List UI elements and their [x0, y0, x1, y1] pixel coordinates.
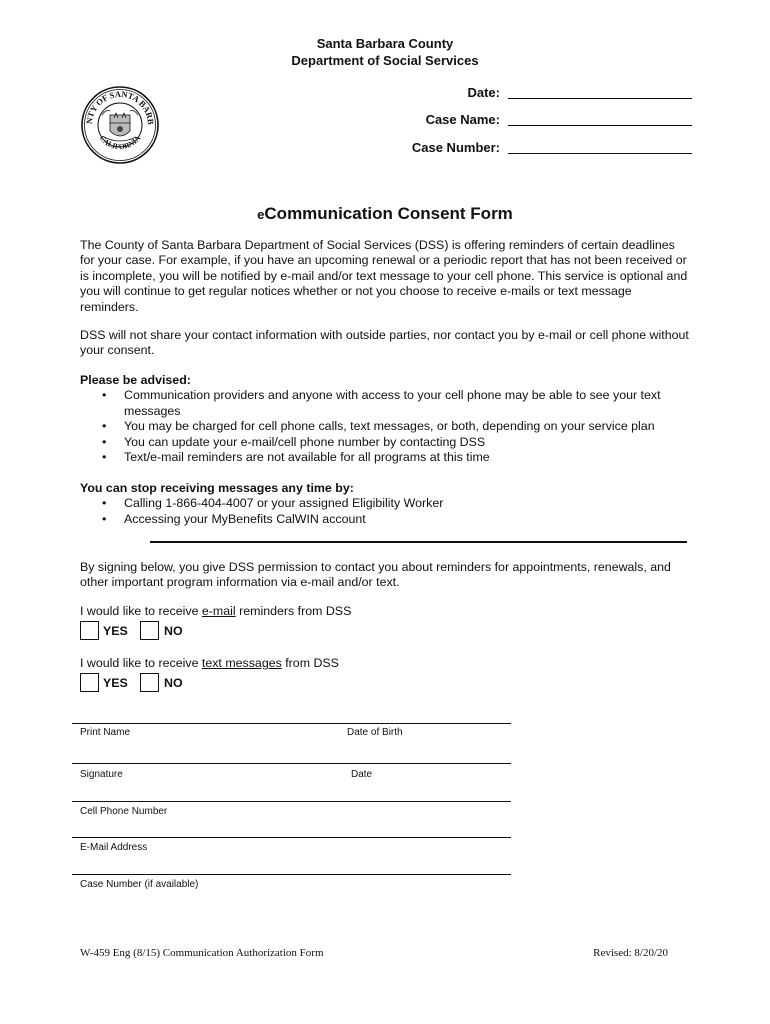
email-question-suffix: reminders from DSS	[235, 604, 352, 618]
list-item: • Text/e-mail reminders are not available for all programs at this time	[80, 450, 692, 465]
intro-paragraph: The County of Santa Barbara Department of Social Services (DSS) is offering reminders of certain deadlines for your case. For example, if you have an upcoming renewal or a periodic report that has not been received or is incomplete, you will be notified by e-mail and/or text message to your cell phone. This service is optional and you will continue to get regular notices whether or not you choose to receive e-mails or text message reminders.	[80, 238, 688, 314]
email-question-emphasis: e-mail	[201, 604, 236, 618]
print-name-line[interactable]	[72, 723, 511, 724]
text-no-checkbox[interactable]	[140, 673, 159, 692]
section-divider	[150, 541, 687, 543]
email-no-checkbox[interactable]	[140, 621, 159, 640]
email-question-prefix: I would like to receive	[80, 604, 202, 618]
stop-list	[80, 496, 692, 527]
svg-text:COUNTY OF SANTA BARBARA: NTY OF SANTA BARB	[83, 88, 157, 126]
advised-section	[80, 373, 692, 465]
email-no-label: NO	[164, 624, 183, 638]
case-number-available-label: Case Number (if available)	[80, 879, 199, 890]
case-name-label: Case Name:	[425, 112, 500, 127]
case-name-field[interactable]	[508, 125, 692, 126]
date-of-birth-label: Date of Birth	[347, 727, 403, 738]
text-no-label: NO	[164, 676, 183, 690]
date-field[interactable]	[508, 98, 692, 99]
advised-heading: Please be advised:	[80, 373, 191, 387]
date-label-signature: Date	[351, 769, 373, 780]
case-number-line[interactable]	[72, 874, 511, 875]
case-number-label: Case Number:	[411, 140, 500, 155]
text-question-prefix: I would like to receive	[80, 656, 202, 670]
text-yes-checkbox[interactable]	[80, 673, 99, 692]
consent-paragraph: By signing below, you give DSS permission to contact you about reminders for appointments, renewals, and other important program information via e-mail and/or text.	[80, 560, 671, 590]
cell-phone-label: Cell Phone Number	[80, 806, 168, 817]
text-question-emphasis: text messages	[201, 656, 282, 670]
list-item: • You can update your e-mail/cell phone number by contacting DSS	[80, 435, 692, 450]
list-item: • Accessing your MyBenefits CalWIN account	[80, 512, 692, 527]
text-yes-label: YES	[103, 676, 128, 690]
signature-line[interactable]	[72, 763, 511, 764]
form-id: W-459 Eng (8/15) Communication Authorization Form	[80, 947, 324, 959]
county-name: Santa Barbara County	[316, 36, 454, 51]
stop-section	[80, 481, 692, 527]
email-yes-label: YES	[103, 624, 128, 638]
revised-date: Revised: 8/20/20	[593, 947, 668, 959]
department-name: Department of Social Services	[291, 53, 479, 68]
email-yes-checkbox[interactable]	[80, 621, 99, 640]
form-title-prefix: e	[257, 207, 265, 222]
privacy-paragraph: DSS will not share your contact information with outside parties, nor contact you by e-mail or cell phone without your consent.	[80, 328, 689, 358]
svg-text:CALIFORNIA: CALIFORNIA	[97, 133, 143, 152]
stop-heading: You can stop receiving messages any time by:	[80, 481, 354, 495]
form-title-main: Communication Consent Form	[264, 204, 513, 223]
list-item: • You may be charged for cell phone calls, text messages, or both, depending on your service plan	[80, 419, 692, 434]
email-address-line[interactable]	[72, 837, 511, 838]
text-question-suffix: from DSS	[281, 656, 339, 670]
email-address-label: E-Mail Address	[80, 842, 148, 853]
email-question	[80, 604, 580, 619]
case-number-field[interactable]	[508, 153, 692, 154]
signature-label: Signature	[80, 769, 123, 780]
form-title	[0, 204, 770, 224]
text-question	[80, 656, 580, 671]
advised-list	[80, 388, 692, 465]
print-name-label: Print Name	[80, 727, 131, 738]
list-item: • Communication providers and anyone with access to your cell phone may be able to see your text messages	[80, 388, 692, 419]
date-label: Date:	[467, 85, 500, 100]
county-seal-icon	[80, 85, 160, 165]
cell-phone-line[interactable]	[72, 801, 511, 802]
list-item: • Calling 1-866-404-4007 or your assigned Eligibility Worker	[80, 496, 692, 511]
